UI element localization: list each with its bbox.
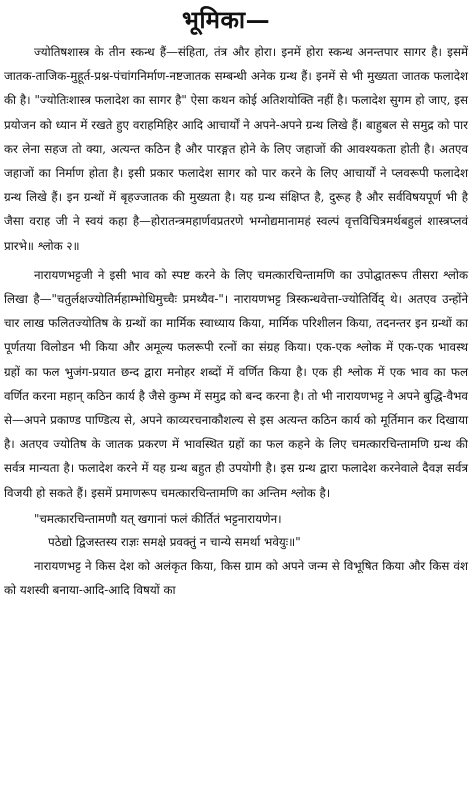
page-heading: भूमिका—: [182, 5, 271, 34]
verse-line-1: "चमत्कारचिन्तामणौ यत् खगानां फलं कीर्तितं भट्टनारायणेन।: [34, 511, 282, 526]
quoted-verse: [4, 508, 468, 554]
paragraph-closing: नारायणभट्ट ने किस देश को अलंकृत किया, किस ग्राम को अपने जन्म से विभूषित किया और किस वंश को यशस्वी बनाया-आदि-आदि विषयों का: [4, 558, 468, 598]
paragraph-narayanbhatt: नारायणभट्टजी ने इसी भाव को स्पष्ट करने के लिए चमत्कारचिन्तामणि का उपोद्घातरूप तीसरा श्लोक लिखा है—"चतुर्लक्षज्योतिर्महाम्भोधिमुच्चैः प्रमथ्यैव-"। नारायणभट्ट त्रिस्कन्धवेत्ता-ज्योतिर्विद् थे। अतएव उन्होंने चार लाख फलितज्योतिष के ग्रन्थों का मार्मिक स्वाध्याय किया, मार्मिक परिशीलन किया, तदनन्तर इन ग्रन्थों का पूर्णतया विलोडन भी किया और अमूल्य फलरूपी रत्नों का संग्रह किया। एक-एक श्लोक में एक-एक भावस्थ ग्रहों का फल भुजंग-प्रयात छन्द द्वारा मनोहर शब्दों में वर्णित किया है। एक ही श्लोक में एक भाव का फल वर्णित करना महान् कठिन कार्य है जैसे कुम्भ में समुद्र को बन्द करना है। तो भी नारायणभट्ट ने अपने बुद्धि-वैभव से—अपने प्रकाण्ड पाण्डित्य से, अपने काव्यरचनाकौशल्य से इस अत्यन्त कठिन कार्य को मूर्तिमान कर दिखाया है। अतएव ज्योतिष के जातक प्रकरण में भावस्थित ग्रहों का फल कहने के लिए चमत्कारचिन्तामणि ग्रन्थ की सर्वत्र मान्यता है। फलादेश करने में यह ग्रन्थ बहुत ही उपयोगी है। इस ग्रन्थ द्वारा फलादेश करनेवाले दैवज्ञ सर्वत्र विजयी हो सकते हैं। इसमें प्रमाणरूप चमत्कारचिन्तामणि का अन्तिम श्लोक है।: [4, 267, 468, 500]
verse-line-2: पठेद्यो द्विजस्तस्य राज्ञः समक्षे प्रवक्तुं न चान्ये समर्था भवेयुः॥": [48, 534, 301, 549]
paragraph-intro: ज्योतिषशास्त्र के तीन स्कन्ध हैं—संहिता, तंत्र और होरा। इनमें होरा स्कन्ध अनन्तपार सागर है। इसमें जातक-ताजिक-मुहूर्त-प्रश्न-पंचांगनिर्माण-नष्टजातक सम्बन्धी अनेक ग्रन्थ हैं। इनमें से भी मुख्यता जातक फलादेश की है। "ज्योतिःशास्त्र फलादेश का सागर है" ऐसा कथन कोई अतिशयोक्ति नहीं है। फलादेश सुगम हो जाए, इस प्रयोजन को ध्यान में रखते हुए वराहमिहिर आदि आचार्यों ने अपने-अपने ग्रन्थ लिखे हैं। बाहुबल से समुद्र को पार कर लेना सहज तो क्या, अत्यन्त कठिन है और पारङ्गत होने के लिए जहाजों की आवश्यकता होती है। अतएव जहाजों का निर्माण होता है। इसी प्रकार फलादेश सागर को पार करने के लिए आचार्यों ने प्लवरूपी फलादेश ग्रन्थ लिखे हैं। इन ग्रन्थों में बृहज्जातक की मुख्यता है। यह ग्रन्थ संक्षिप्त है, दुरूह है और सर्वविषयपूर्ण भी है जैसा वराह जी ने स्वयं कहा है—होरातन्त्रमहार्णवप्रतरणे भग्नोद्यमानामहं स्वल्पं वृत्तविचित्रमर्थबहुलं शास्त्रप्लवं प्रारभे॥ श्लोक २॥: [4, 45, 468, 253]
